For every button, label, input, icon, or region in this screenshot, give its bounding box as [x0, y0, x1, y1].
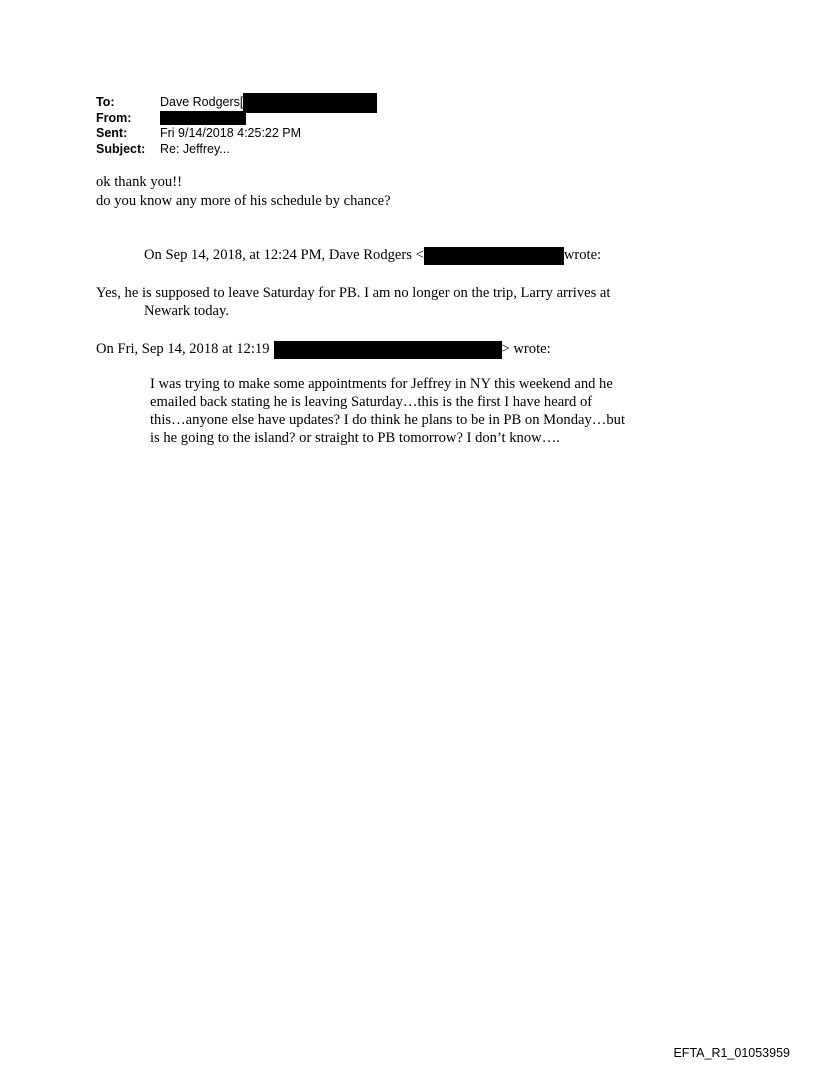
sent-row: [96, 126, 377, 142]
document-id: EFTA_R1_01053959: [673, 1046, 790, 1060]
subject-row: [96, 142, 377, 158]
redaction-box: [160, 111, 246, 125]
from-label: From:: [96, 110, 132, 125]
sent-label: Sent:: [96, 126, 128, 140]
reply1-line-2: Newark today.: [144, 303, 229, 319]
redaction-box: [274, 341, 502, 359]
original-line: I was trying to make some appointments for Jeffrey in NY this weekend and he: [150, 376, 613, 392]
quote1-intro: [144, 246, 601, 265]
from-row: [96, 111, 377, 127]
message-line-2: do you know any more of his schedule by chance?: [96, 193, 391, 209]
to-label: To:: [96, 95, 115, 109]
quote2-intro-text: On Fri, Sep 14, 2018 at 12:19: [96, 341, 270, 357]
quote1-intro-text: On Sep 14, 2018, at 12:24 PM, Dave Rodgers <: [144, 247, 424, 263]
quote2-intro: [96, 340, 551, 359]
subject-label: Subject:: [96, 141, 146, 156]
email-header: [96, 95, 377, 157]
reply1-line-1: Yes, he is supposed to leave Saturday for PB. I am no longer on the trip, Larry arrives at: [96, 285, 611, 301]
original-line: this…anyone else have updates? I do think he plans to be in PB on Monday…but: [150, 412, 626, 428]
to-value: Dave Rodgers[: [160, 95, 244, 109]
redaction-box: [424, 247, 564, 265]
to-row: [96, 95, 377, 111]
subject-value: Re: Jeffrey...: [160, 141, 230, 156]
original-message: [150, 375, 690, 447]
original-line: is he going to the island? or straight to PB tomorrow? I don’t know….: [150, 430, 560, 446]
message-line-1: ok thank you!!: [96, 174, 182, 190]
original-line: emailed back stating he is leaving Saturday…this is the first I have heard of: [150, 394, 593, 410]
sent-value: Fri 9/14/2018 4:25:22 PM: [160, 126, 302, 140]
redaction-box: [243, 93, 377, 113]
quote2-intro-wrote: > wrote:: [501, 341, 551, 357]
quote1-intro-wrote: wrote:: [563, 247, 602, 263]
